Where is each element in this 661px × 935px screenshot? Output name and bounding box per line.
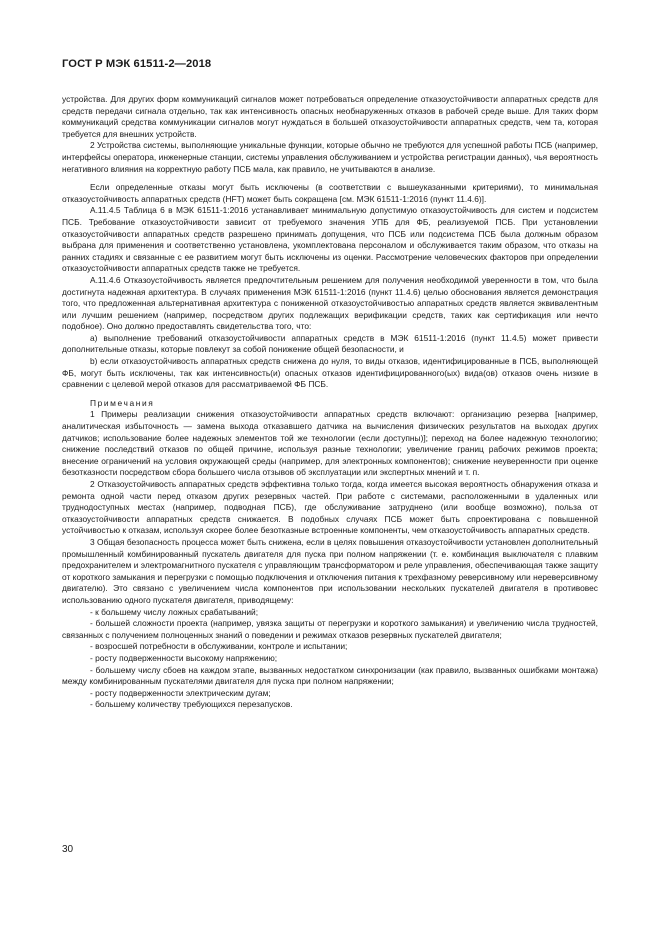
- notes-heading: Примечания: [90, 397, 155, 408]
- list-item-a: a) выполнение требований отказоустойчивости аппаратных средств в МЭК 61511-1:2016 (пункт 11.4.5) может привести дополнительные отказы, которые повлекут за собой понижение общей безопасности, и: [62, 332, 598, 355]
- page-header: ГОСТ Р МЭК 61511-2—2018: [62, 58, 212, 70]
- paragraph-a-11-4-6: А.11.4.6 Отказоустойчивость является предпочтительным решением для получения необходимой уверенности в том, что была достигнута надежная архитектура. В случаях применения МЭК 61511-1:2016 (пункт 11.4.6) целью обоснования является демонстрация того, что предложенная альтернативная архитектура с пониженной отказоустойчивостью аппаратных средств является эквивалентным или лучшим решением (например, посредством других подлежащих верификации средств, таких как сертификация или нечто подобное). Оно должно предоставлять свидетельства того, что:: [62, 274, 598, 332]
- dash-item: - росту подверженности электрическим дугам;: [90, 687, 271, 698]
- dash-item: - росту подверженности высокому напряжению;: [90, 652, 278, 663]
- paragraph-a-11-4-5: А.11.4.5 Таблица 6 в МЭК 61511-1:2016 устанавливает минимальную допустимую отказоустойчивость для систем и подсистем ПСБ. Требование отказоустойчивости зависит от требуемого значения УПБ для ФБ, реализуемой ПСБ. При установлении отказоустойчивости аппаратных средств разрешено принимать допущения, что ПСБ или подсистема ПСБ была должным образом выбрана для применения и соответственно установлена, укомплектована персоналом и обслуживается таким образом, что отказы на ранних стадиях и связанные с ее развитием могут быть исключены из оценки. Рассмотрение человеческих факторов при определении отказоустойчивости аппаратных средств также не требуется.: [62, 205, 598, 274]
- list-item-b: b) если отказоустойчивость аппаратных средств снижена до нуля, то виды отказов, идентифицированные в ПСБ, выполняющей ФБ, могут быть исключены, так как интенсивность(и) опасных отказов идентифицированного(ых) вида(ов) отказов очень низкие в сравнении с целевой мерой отказов для рассматриваемой ФБ ПСБ.: [62, 356, 598, 390]
- note-3: 3 Общая безопасность процесса может быть снижена, если в целях повышения отказоустойчивости установлен дополнительный промышленный комбинированный пускатель двигателя для пуска при полном напряжении (т. е. комбинация выключателя с плавким предохранителем и электромагнитного пускателя с управляющим трансформатором и реле управления, обеспечивающая также защиту от короткого замыкания и перегрузки с помощью подключения и отключения питания к трехфазному реверсивному или нереверсивному двигателю). Это связано с увеличением числа компонентов при использовании нескольких пускателей двигателя в противовес использованию одного пускателя двигателя, приводящему:: [62, 536, 598, 605]
- paragraph: 2 Устройства системы, выполняющие уникальные функции, которые обычно не требуются для успешной работы ПСБ (например, интерфейсы оператора, инженерные станции, системы управления обслуживанием и устройства регистрации данных), чья вероятность негативного влияния на корректную работу ПСБ мала, как правило, не учитываются в анализе.: [62, 140, 598, 174]
- dash-item: - возросшей потребности в обслуживании, контроле и испытании;: [90, 641, 348, 652]
- dash-item: - к большему числу ложных срабатываний;: [90, 606, 259, 617]
- note-2: 2 Отказоустойчивость аппаратных средств эффективна только тогда, когда имеется высокая вероятность обнаружения отказа и ремонта одной части перед отказом других резервных частей. При работе с системами, расположенными в удаленных или труднодоступных местах (например, подводная ПСБ), где обслуживание затруднено (или вообще возможно), польза от отказоустойчивости аппаратных средств снижается. В подобных случаях ПСБ может быть спроектирована с повышенной устойчивостью к отказам, используя скорее более безотказные встроенные компоненты, чем отказоустойчивость аппаратных средств.: [62, 479, 598, 536]
- paragraph: устройства. Для других форм коммуникаций сигналов может потребоваться определение отказоустойчивости аппаратных средств для средств передачи сигнала отдельно, так как интенсивность опасных необнаруженных отказов в рабочей среде выше. Для таких форм коммуникаций средства коммуникации сигналов могут нуждаться в большей отказоустойчивости аппаратных средств, чем та, которая требуется для внешних устройств.: [62, 94, 598, 139]
- page-content: [62, 94, 598, 711]
- paragraph: Если определенные отказы могут быть исключены (в соответствии с вышеуказанными критериями), то минимальная отказоустойчивость аппаратных средств (HFT) может быть сокращена [см. МЭК 61511-1:2016 (пункт 11.4.6)].: [62, 182, 598, 204]
- note-1: 1 Примеры реализации снижения отказоустойчивости аппаратных средств включают: организацию резерва [например, аналитическая избыточность — замена выхода отказавшего датчика на вычисления физических результатов на выходах других датчиков; использование более надежных элементов той же технологии (если доступны)]; переход на более надежную технологию; снижение последствий отказов по общей причине, используя разные технологии; увеличение границ рабочих режимов проекта; внесение ограничений на условия окружающей среды (например, для электронных компонентов); снижение неуверенности при оценке безотказности посредством сбора большего числа отзывов об эксплуатации или экспертных мнений и т. п.: [62, 409, 598, 478]
- dash-item: - большему количеству требующихся перезапусков.: [90, 699, 293, 710]
- dash-item: - большей сложности проекта (например, увязка защиты от перегрузки и короткого замыкания) и увеличению числа трудностей, связанных с получением полноценных знаний о поведении и режимах отказов резервных пускателей двигателя;: [62, 618, 598, 640]
- dash-item: - большему числу сбоев на каждом этапе, вызванных недостатком синхронизации (как правило, вызванных ошибками монтажа) между комбинированным пускателями двигателя для пуска при полном напряжении;: [62, 664, 598, 687]
- page-number: 30: [62, 844, 74, 855]
